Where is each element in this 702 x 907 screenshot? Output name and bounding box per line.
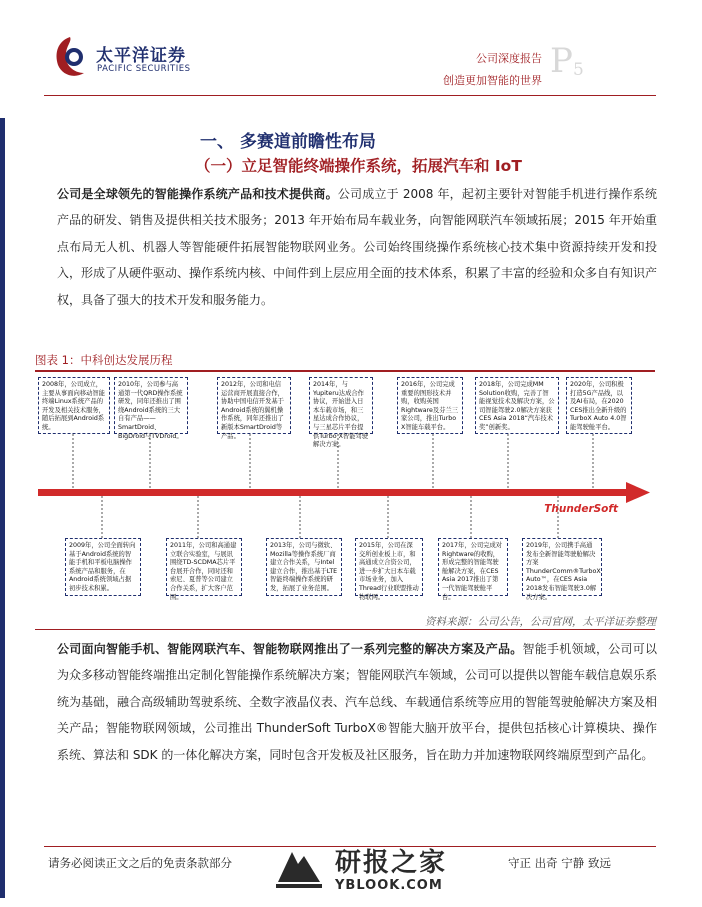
watermark-url: YBLOOK.COM <box>335 878 443 893</box>
page-number: 5 <box>573 60 584 80</box>
header-divider <box>44 95 656 96</box>
event-card-top: 2012年，公司和电信运营商开展直接合作，协助中国电信开发基于Android系统的翼机操作系统，同年还推出了新版本SmartDroid等产品。 <box>217 377 291 434</box>
footer-motto: 守正 出奇 宁静 致远 <box>508 856 611 870</box>
event-card-top: 2016年，公司完成重要的图形技术并购，收购英国Rightware及芬兰三家公司，推出Turbo X智能车载平台。 <box>397 377 463 434</box>
event-card-top: 2014年，与Yupiteru达成合作协议，开始进入日本车载市场，和三星达成合作协议，与三星芯片平台提供Turbo X智能驾驶解决方案。 <box>309 377 373 434</box>
figure-bottom-rule <box>35 629 655 630</box>
watermark-text: 研报之家 <box>335 848 448 878</box>
figure-title-rule <box>35 370 655 372</box>
logo-text: 太平洋证券 <box>96 46 186 66</box>
logo-mark-icon <box>50 35 90 79</box>
event-card-top: 2020年，公司积极打造5G产品线，以及AI布局，在2020 CES推出全新升级的TurboX Auto 4.0智能驾驶舱平台。 <box>566 377 632 434</box>
report-type: 公司深度报告 <box>476 52 542 65</box>
figure-brand-label: ThunderSoft <box>544 503 618 515</box>
event-card-bottom: 2009年，公司全面转向基于Android系统的智能手机和平板电脑操作系统产品和服务，在Android系统领域占据初步技术积累。 <box>65 538 141 596</box>
solutions-paragraph <box>57 636 657 768</box>
event-card-bottom: 2015年，公司在深交所创业板上市，和高通成立合资公司，进一步扩大日本车载市场业务，加入Thread行业联盟推动物联网。 <box>355 538 423 596</box>
footer-disclaimer: 请务必阅读正文之后的免责条款部分 <box>48 856 232 870</box>
intro-body: 公司成立于 2008 年，起初主要针对智能手机进行操作系统产品的研发、销售及提供相关技术服务；2013 年开始布局车载业务，向智能网联汽车领域拓展；2015 年开始重点布局无人机、机器人等智能硬件拓展智能物联网业务。公司始终围绕操作系统核心技术集中资源持续开发和投入，形成了从硬件驱动、操作系统内核、中间件到上层应用全面的技术体系，积累了丰富的经验和众多自有知识产权，具备了强大的技术开发和服务能力。 <box>57 187 658 307</box>
solutions-body: 智能手机领域，公司可以为众多移动智能终端推出定制化智能操作系统解决方案；智能网联汽车领域，公司可以提供以智能车载信息娱乐系统为基础，融合高级辅助驾驶系统、全数字液晶仪表、汽车总线、车载通信系统等应用的智能驾驶舱解决方案及相关产品；智能物联网领域，公司推出 ThunderSoft TurboX®智能大脑开放平台，提供包括核心计算模块、操作系统、算法和 SDK 的一体化解决方案，同时包含开发板及社区服务，旨在助力并加速物联网终端原型到产品化。 <box>57 642 658 762</box>
event-card-bottom: 2019年，公司携手高通发布全新智能驾驶舱解决方案ThunderComm®TurboX Auto™，在CES Asia 2018发布智能驾驶3.0解决方案。 <box>522 538 602 596</box>
slogan: 创造更加智能的世界 <box>443 74 542 87</box>
figure-title: 图表 1：中科创达发展历程 <box>35 353 173 367</box>
watermark-logo-icon <box>268 842 328 894</box>
page-letter: P <box>550 41 573 81</box>
left-accent-bar <box>0 118 5 898</box>
event-card-bottom: 2017年，公司完成对Rightware的收购，形成完整的智能驾驶舱解决方案，在CES Asia 2017推出了第一代智能驾驶舱平台。 <box>438 538 508 596</box>
intro-lead: 公司是全球领先的智能操作系统产品和技术提供商。 <box>57 187 338 201</box>
timeline-arrow-head <box>626 482 650 503</box>
event-card-top: 2008年，公司成立，主要从事面向移动智能终端Linux系统产品的开发及相关技术服务，随后拓展到Android系统。 <box>38 377 110 434</box>
logo-subtitle: PACIFIC SECURITIES <box>97 64 191 74</box>
event-card-top: 2018年，公司完成MM Solution收购，完善了智能视觉技术及解决方案，公司智能驾驶2.0解决方案获CES Asia 2018“汽车技术奖”创新奖。 <box>475 377 559 434</box>
event-card-bottom: 2011年，公司和高通建立联合实验室，与展讯围绕TD-SCDMA芯片平台展开合作，同时还和索尼、夏普等公司建立合作关系，扩大客户范围。 <box>166 538 242 596</box>
event-card-bottom: 2013年，公司与微软、Mozilla等操作系统厂商建立合作关系，与Intel建立合作，推出基于LTE智能终端操作系统的研发，拓展了业务范围。 <box>266 538 342 596</box>
figure-source: 资料来源：公司公告，公司官网，太平洋证券整理 <box>425 616 656 628</box>
intro-paragraph <box>57 181 657 313</box>
section-subheading: （一）立足智能终端操作系统，拓展汽车和 IoT <box>195 157 522 175</box>
event-card-top: 2010年，公司参与高通第一代QRD操作系统研发，同年还推出了围绕Android系统的三大自有产品——SmartDroid、BigDroid与TVDroid。 <box>114 377 188 434</box>
solutions-lead: 公司面向智能手机、智能网联汽车、智能物联网推出了一系列完整的解决方案及产品。 <box>57 642 523 656</box>
timeline-arrow-bar <box>38 489 628 496</box>
timeline-figure <box>38 374 658 606</box>
section-heading: 一、 多赛道前瞻性布局 <box>200 132 376 152</box>
